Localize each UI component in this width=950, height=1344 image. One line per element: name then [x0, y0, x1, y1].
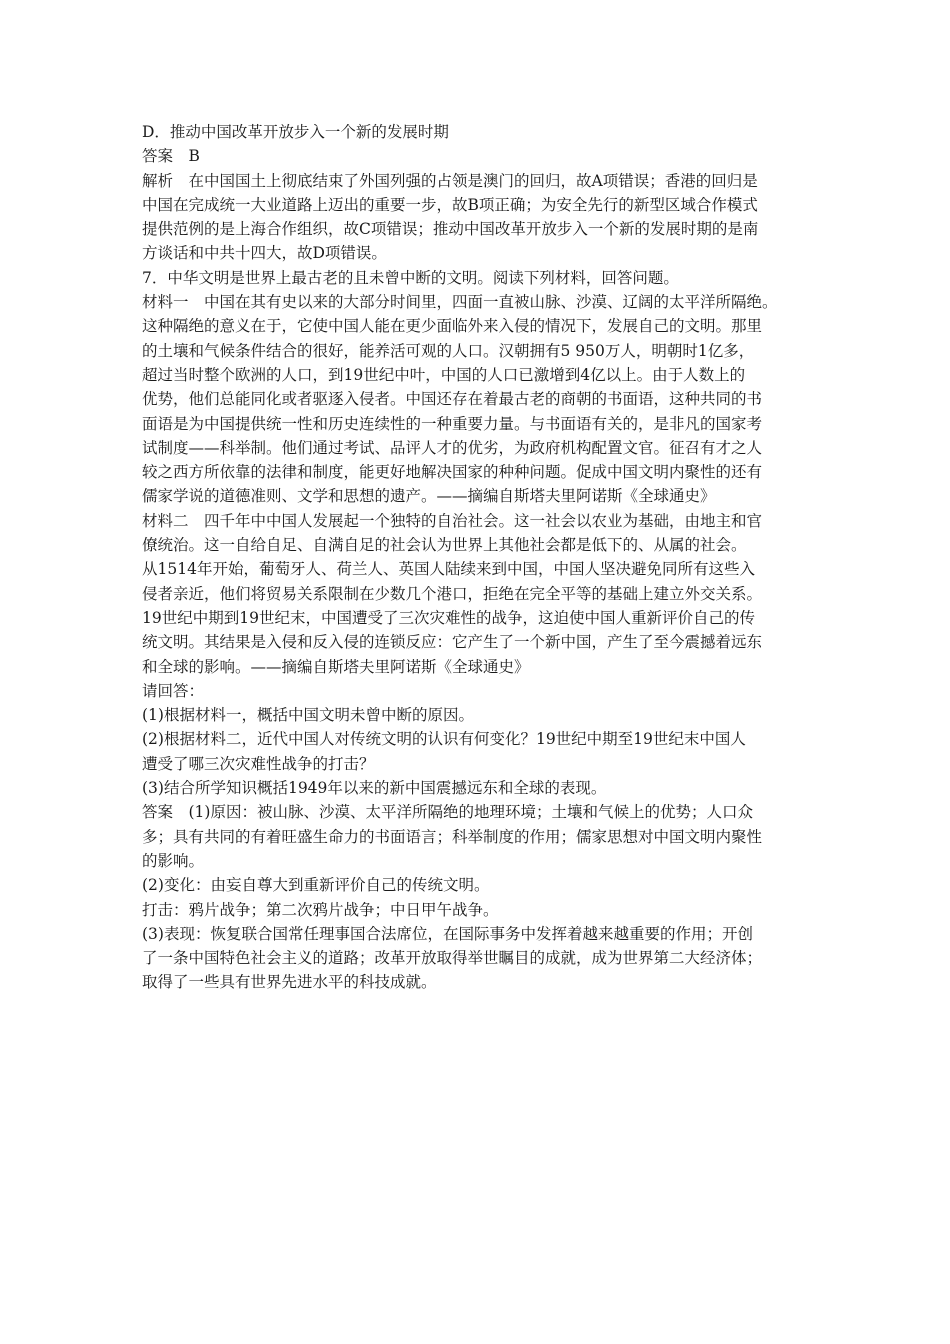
text-line: 方谈话和中共十四大，故D项错误。 [142, 244, 387, 263]
text-line: 试制度——科举制。他们通过考试、品评人才的优劣，为政府机构配置文官。征召有才之人 [142, 438, 763, 457]
text-line: 提供范例的是上海合作组织，故C项错误；推动中国改革开放步入一个新的发展时期的是南 [142, 220, 759, 239]
text-line: 答案 B [142, 147, 200, 166]
text-line: (2)变化：由妄自尊大到重新评价自己的传统文明。 [142, 876, 490, 895]
text-line: 答案 (1)原因：被山脉、沙漠、太平洋所隔绝的地理环境；土壤和气候上的优势；人口众 [142, 803, 753, 822]
text-line: 材料一 中国在其有史以来的大部分时间里，四面一直被山脉、沙漠、辽阔的太平洋所隔绝。 [142, 293, 778, 312]
text-line: D．推动中国改革开放步入一个新的发展时期 [142, 123, 449, 141]
text-line: 和全球的影响。——摘编自斯塔夫里阿诺斯《全球通史》 [142, 657, 530, 676]
text-line: 超过当时整个欧洲的人口，到19世纪中叶，中国的人口已激增到4亿以上。由于人数上的 [142, 365, 746, 384]
text-line: 统文明。其结果是入侵和反入侵的连锁反应：它产生了一个新中国，产生了至今震撼着远东 [142, 633, 763, 652]
document-page [142, 120, 822, 995]
text-line: 打击：鸦片战争；第二次鸦片战争；中日甲午战争。 [142, 900, 499, 919]
text-line: (3)结合所学知识概括1949年以来的新中国震撼远东和全球的表现。 [142, 779, 607, 798]
text-line: 的影响。 [142, 851, 205, 870]
text-line: 这种隔绝的意义在于，它使中国人能在更少面临外来入侵的情况下，发展自己的文明。那里 [142, 317, 763, 336]
text-line: 7．中华文明是世界上最古老的且未曾中断的文明。阅读下列材料，回答问题。 [142, 268, 679, 287]
text-line: (3)表现：恢复联合国常任理事国合法席位，在国际事务中发挥着越来越重要的作用；开创 [142, 924, 753, 943]
text-line: 面语是为中国提供统一性和历史连续性的一种重要力量。与书面语有关的，是非凡的国家考 [142, 414, 763, 433]
text-line: 较之西方所依靠的法律和制度，能更好地解决国家的种种问题。促成中国文明内聚性的还有 [142, 463, 763, 482]
text-line: 僚统治。这一自给自足、自满自足的社会认为世界上其他社会都是低下的、从属的社会。 [142, 536, 747, 555]
text-line: 优势，他们总能同化或者驱逐入侵者。中国还存在着最古老的商朝的书面语，这种共同的书 [142, 390, 763, 409]
text-line: 了一条中国特色社会主义的道路；改革开放取得举世瞩目的成就，成为世界第二大经济体； [142, 949, 763, 968]
text-line: 遭受了哪三次灾难性战争的打击？ [142, 754, 375, 773]
text-line: 取得了一些具有世界先进水平的科技成就。 [142, 973, 437, 992]
text-line: 的土壤和气候条件结合的很好，能养活可观的人口。汉朝拥有5 950万人，明朝时1亿多， [142, 341, 755, 360]
text-line: 侵者亲近，他们将贸易关系限制在少数几个港口，拒绝在完全平等的基础上建立外交关系。 [142, 584, 763, 603]
text-line: (2)根据材料二，近代中国人对传统文明的认识有何变化？19世纪中期至19世纪末中国人 [142, 730, 746, 749]
text-line: 请回答： [142, 681, 205, 700]
text-line: 中国在完成统一大业道路上迈出的重要一步，故B项正确；为安全先行的新型区域合作模式 [142, 195, 758, 214]
text-line: 从1514年开始，葡萄牙人、荷兰人、英国人陆续来到中国，中国人坚决避免同所有这些入 [142, 560, 755, 579]
text-line: 儒家学说的道德准则、文学和思想的遗产。——摘编自斯塔夫里阿诺斯《全球通史》 [142, 487, 716, 506]
text-line: 材料二 四千年中中国人发展起一个独特的自治社会。这一社会以农业为基础，由地主和官 [142, 511, 763, 530]
text-line: 19世纪中期到19世纪末，中国遭受了三次灾难性的战争，这迫使中国人重新评价自己的传 [142, 608, 755, 627]
text-line: (1)根据材料一，概括中国文明未曾中断的原因。 [142, 706, 474, 725]
text-line: 多；具有共同的有着旺盛生命力的书面语言；科举制度的作用；儒家思想对中国文明内聚性 [142, 827, 763, 846]
text-line: 解析 在中国国土上彻底结束了外国列强的占领是澳门的回归，故A项错误；香港的回归是 [142, 171, 758, 190]
